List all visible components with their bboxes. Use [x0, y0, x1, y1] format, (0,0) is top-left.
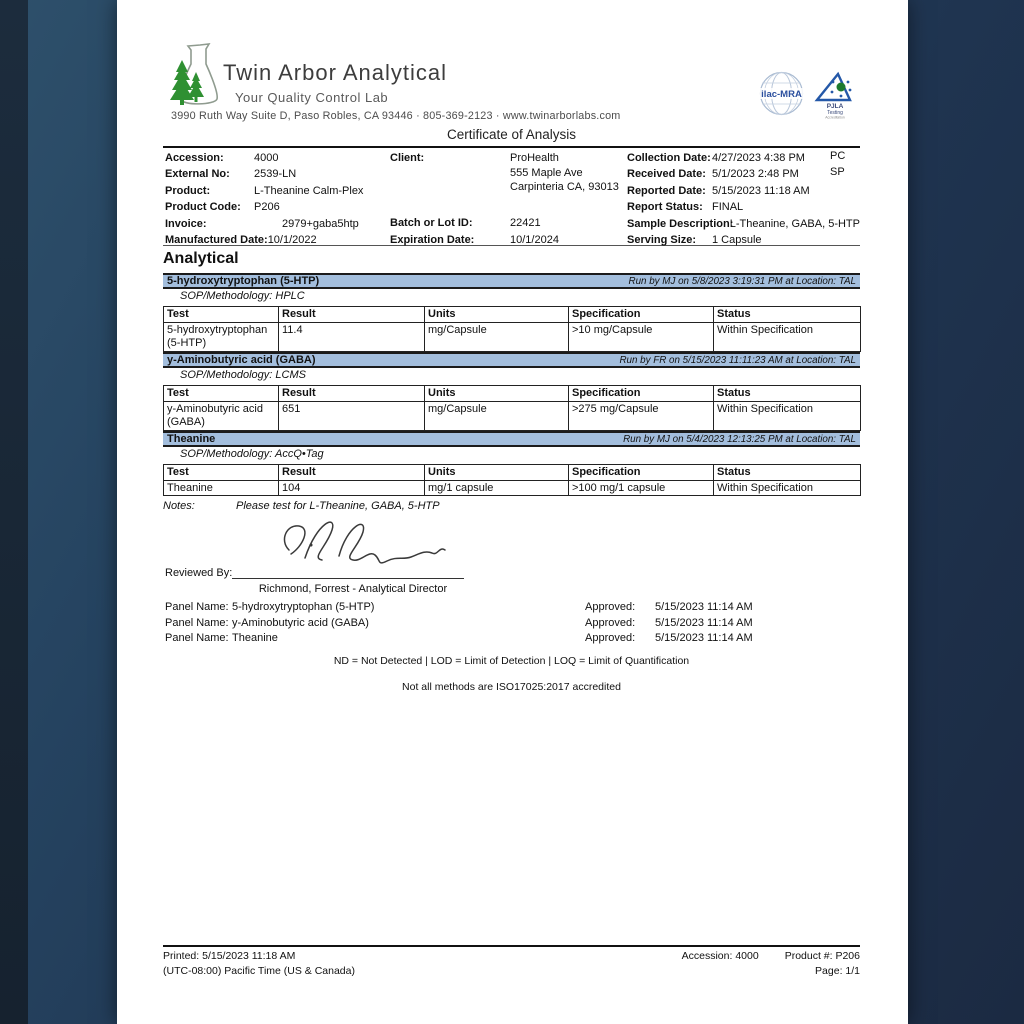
pjla-sub2-label: Accreditation [825, 115, 845, 120]
received-initials: SP [830, 166, 845, 179]
client-value: ProHealth [510, 152, 559, 164]
page-footer [163, 945, 860, 978]
ilac-mra-logo-icon [758, 70, 805, 117]
panel-name-value: y-Aminobutyric acid (GABA) [232, 616, 369, 629]
product-code-label: Product Code: [165, 201, 241, 214]
accreditation-logos [758, 70, 858, 120]
product-code-value: P206 [254, 201, 280, 214]
signature [275, 514, 455, 569]
pjla-sub-label: Testing [827, 110, 843, 116]
info-column-right [627, 150, 860, 248]
approved-date: 5/15/2023 11:14 AM [655, 616, 753, 629]
panel-name-label: Panel Name: [165, 632, 229, 645]
collection-date-value: 4/27/2023 4:38 PM [712, 152, 805, 164]
info-column-middle [390, 150, 626, 248]
approval-row [165, 631, 860, 647]
col-specification: Specification [569, 307, 714, 323]
cell-test: Theanine [164, 481, 279, 496]
cell-status: Within Specification [714, 481, 861, 496]
panel-name: y-Aminobutyric acid (GABA) [167, 354, 316, 366]
accession-value: 4000 [254, 152, 279, 164]
accession-label: Accession: [165, 152, 224, 164]
footer-page-number: Page: 1/1 [815, 964, 860, 977]
info-column-left [165, 150, 389, 248]
cell-specification: >10 mg/Capsule [569, 323, 714, 352]
expiration-date-label: Expiration Date: [390, 233, 475, 246]
manufactured-date-label: Manufactured Date: [165, 234, 268, 247]
received-date-value: 5/1/2023 2:48 PM [712, 168, 799, 181]
collection-date-label: Collection Date: [627, 152, 711, 164]
col-units: Units [425, 307, 569, 323]
footer-product: Product #: P206 [784, 950, 860, 962]
client-address-line1: 555 Maple Ave [510, 167, 583, 180]
col-units: Units [425, 386, 569, 402]
printed-timestamp: Printed: 5/15/2023 11:18 AM [163, 950, 296, 962]
serving-size-label: Serving Size: [627, 234, 697, 247]
background-left-strip [0, 0, 28, 1024]
col-status: Status [714, 307, 861, 323]
analytical-section-title: Analytical [163, 250, 239, 267]
approved-date: 5/15/2023 11:14 AM [655, 601, 753, 613]
col-test: Test [164, 307, 279, 323]
sop-methodology: SOP/Methodology: HPLC [180, 290, 305, 302]
panel-name-value: Theanine [232, 632, 278, 645]
product-label: Product: [165, 184, 211, 197]
report-status-label: Report Status: [627, 201, 703, 214]
panel-name-value: 5-hydroxytryptophan (5-HTP) [232, 601, 375, 613]
document-title: Certificate of Analysis [446, 127, 577, 142]
accreditation-note: Not all methods are ISO17025:2017 accredited [402, 681, 621, 693]
pjla-logo-icon [814, 70, 858, 120]
letterhead [163, 42, 860, 126]
product-value: L-Theanine Calm-Plex [254, 184, 364, 197]
col-result: Result [279, 386, 425, 402]
notes-row [163, 500, 860, 512]
approved-date: 5/15/2023 11:14 AM [655, 632, 753, 645]
expiration-date-value: 10/1/2024 [510, 233, 559, 246]
panel-name-label: Panel Name: [165, 616, 229, 629]
cell-units: mg/1 capsule [425, 481, 569, 496]
sample-description-value: L-Theanine, GABA, 5-HTP [729, 217, 860, 230]
manufactured-date-value: 10/1/2022 [267, 234, 317, 247]
ilac-mra-label: ilac-MRA [761, 89, 802, 100]
panel-approvals [165, 600, 860, 647]
panel-name-label: Panel Name: [165, 601, 229, 613]
batch-lot-label: Batch or Lot ID: [390, 217, 473, 230]
sample-description-label: Sample Description: [627, 217, 734, 230]
approved-label: Approved: [585, 601, 636, 613]
col-test: Test [164, 465, 279, 481]
batch-lot-value: 22421 [510, 217, 541, 230]
flask-tree-logo-icon [169, 42, 221, 108]
footer-timezone: (UTC-08:00) Pacific Time (US & Canada) [163, 964, 355, 977]
panel-run-info: Run by MJ on 5/8/2023 3:19:31 PM at Location: TAL [628, 275, 856, 287]
notes-value: Please test for L-Theanine, GABA, 5-HTP [236, 500, 440, 512]
company-address: 3990 Ruth Way Suite D, Paso Robles, CA 93446 · 805-369-2123 · www.twinarborlabs.com [171, 110, 621, 122]
results-table-gaba [163, 385, 861, 431]
reviewed-by-label: Reviewed By: [165, 567, 233, 579]
col-status: Status [714, 465, 861, 481]
client-address-line2: Carpinteria CA, 93013 [510, 181, 619, 194]
cell-result: 651 [279, 402, 425, 431]
serving-size-value: 1 Capsule [712, 234, 762, 247]
company-name: Twin Arbor Analytical [223, 60, 447, 85]
report-status-value: FINAL [712, 201, 744, 214]
sample-info-section [163, 146, 860, 246]
sop-methodology: SOP/Methodology: AccQ•Tag [180, 448, 324, 460]
reviewer-name-title: Richmond, Forrest - Analytical Director [258, 583, 448, 595]
panel-run-info: Run by FR on 5/15/2023 11:11:23 AM at Location: TAL [619, 354, 856, 366]
approved-label: Approved: [585, 632, 636, 645]
table-row [164, 481, 861, 496]
received-date-label: Received Date: [627, 168, 706, 181]
invoice-value: 2979+gaba5htp [282, 217, 359, 230]
cell-result: 11.4 [279, 323, 425, 352]
invoice-label: Invoice: [165, 217, 207, 230]
cell-status: Within Specification [714, 323, 861, 352]
pjla-label: PJLA [826, 103, 844, 110]
col-result: Result [279, 307, 425, 323]
notes-label: Notes: [163, 500, 195, 512]
col-specification: Specification [569, 386, 714, 402]
client-label: Client: [390, 152, 425, 164]
sop-methodology: SOP/Methodology: LCMS [180, 369, 306, 381]
cell-result: 104 [279, 481, 425, 496]
cell-test: 5-hydroxytryptophan (5-HTP) [164, 323, 279, 352]
reviewed-by-row [165, 567, 464, 579]
panel-name: 5-hydroxytryptophan (5-HTP) [167, 275, 320, 287]
col-result: Result [279, 465, 425, 481]
panel-header-5htp [163, 273, 860, 289]
company-tagline: Your Quality Control Lab [235, 90, 389, 105]
cell-units: mg/Capsule [425, 402, 569, 431]
cell-status: Within Specification [714, 402, 861, 431]
col-test: Test [164, 386, 279, 402]
results-table-5htp [163, 306, 861, 352]
reported-date-label: Reported Date: [627, 184, 706, 197]
abbreviation-legend: ND = Not Detected | LOD = Limit of Detection | LOQ = Limit of Quantification [333, 655, 690, 667]
approved-label: Approved: [585, 616, 636, 629]
panel-header-theanine [163, 431, 860, 447]
panel-run-info: Run by MJ on 5/4/2023 12:13:25 PM at Location: TAL [623, 433, 856, 445]
panel-header-gaba [163, 352, 860, 368]
external-no-label: External No: [165, 168, 230, 181]
cell-specification: >275 mg/Capsule [569, 402, 714, 431]
approval-row [165, 616, 860, 632]
col-status: Status [714, 386, 861, 402]
col-specification: Specification [569, 465, 714, 481]
collection-initials: PC [830, 150, 846, 162]
table-row [164, 402, 861, 431]
panel-name: Theanine [167, 433, 216, 445]
col-units: Units [425, 465, 569, 481]
results-table-theanine [163, 464, 861, 496]
certificate-page [117, 0, 908, 1024]
reported-date-value: 5/15/2023 11:18 AM [712, 184, 810, 197]
footer-accession: Accession: 4000 [681, 950, 759, 962]
cell-test: y-Aminobutyric acid (GABA) [164, 402, 279, 431]
analytical-section [163, 250, 860, 512]
table-row [164, 323, 861, 352]
external-no-value: 2539-LN [254, 168, 297, 181]
approval-row [165, 600, 860, 616]
cell-units: mg/Capsule [425, 323, 569, 352]
signature-line [232, 567, 464, 579]
cell-specification: >100 mg/1 capsule [569, 481, 714, 496]
